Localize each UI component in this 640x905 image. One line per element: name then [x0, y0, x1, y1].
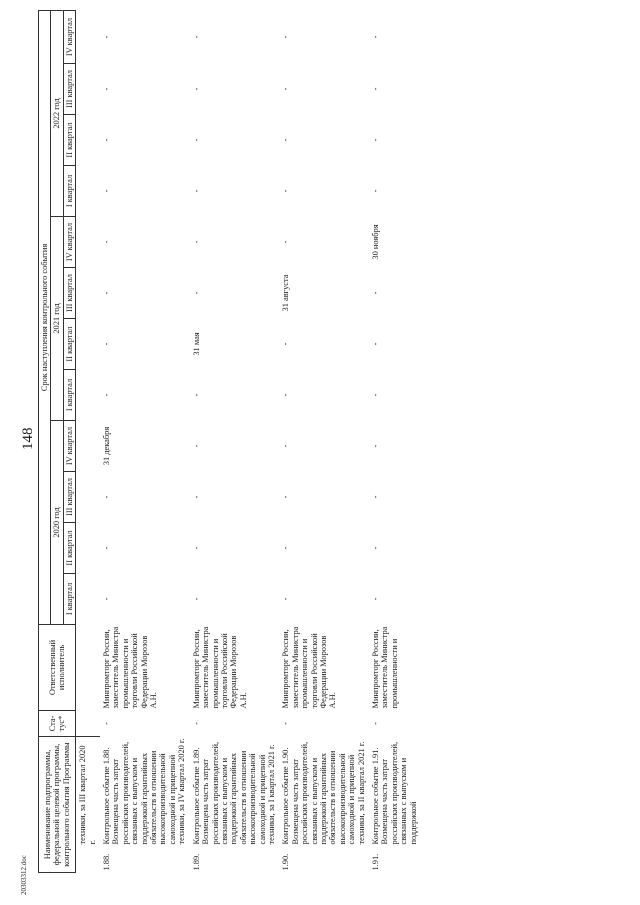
deadline-cell: - [281, 546, 291, 550]
deadline-cell: - [281, 138, 291, 142]
deadline-cell: - [371, 291, 380, 295]
deadline-cell: - [281, 240, 291, 244]
deadline-cell: - [102, 342, 112, 346]
deadline-cell: 30 ноября [371, 224, 380, 260]
header-quarter: IV квартал [63, 217, 75, 268]
responsible-cell: Минпромторг России, заместитель Министра промышленности и торговли Российской Федерации Морозов А.Н. [102, 626, 159, 709]
header-quarter: III квартал [63, 472, 75, 523]
row-number: 1.89. [191, 853, 201, 871]
deadline-cell: - [102, 87, 112, 91]
deadline-cell: - [371, 342, 380, 346]
header-responsible-column: Ответственный исполнитель [39, 625, 76, 711]
header-quarter: IV квартал [63, 11, 75, 64]
deadline-cell: - [191, 35, 201, 39]
header-quarter: I квартал [63, 370, 75, 421]
header-quarter: IV квартал [63, 421, 75, 472]
page-number: 148 [20, 427, 36, 450]
header-quarter: III квартал [63, 64, 75, 115]
row-number: 1.90. [281, 853, 291, 871]
deadline-cell: - [102, 291, 112, 295]
deadline-cell: - [281, 87, 291, 91]
event-name: Контрольное событие 1.89. Возмещена часть затрат российских производителей, связанных с выпуском и поддержкой гарантийных обязательств в отношении высокопроизводительной самоходной и прицепной техники, за I квартал 2021 г. [191, 741, 276, 845]
schedule-table [38, 10, 421, 873]
status-cell: - [102, 722, 112, 725]
deadline-cell: - [371, 393, 380, 397]
header-year-2021: 2021 год [51, 217, 63, 421]
continuation-row [76, 11, 100, 873]
deadline-cell: - [102, 189, 112, 193]
deadline-cell: - [191, 393, 201, 397]
status-cell: - [371, 722, 380, 725]
event-name: Контрольное событие 1.91. Возмещена часть затрат российских производителей, связанных с выпуском и поддержкой [371, 741, 418, 845]
deadline-cell: - [102, 495, 112, 499]
deadline-cell: - [281, 597, 291, 601]
header-quarter: II квартал [63, 523, 75, 574]
responsible-cell: Минпромторг России, заместитель Министра промышленности и [371, 626, 399, 709]
deadline-cell: - [371, 189, 380, 193]
deadline-cell: - [191, 495, 201, 499]
deadline-cell: - [191, 291, 201, 295]
header-status-column: Ста-тус* [39, 711, 76, 737]
deadline-cell: - [191, 138, 201, 142]
row-number: 1.88. [102, 853, 112, 871]
table-row [100, 11, 190, 873]
deadline-cell: - [281, 444, 291, 448]
header-quarter: III квартал [63, 268, 75, 319]
deadline-cell: - [191, 597, 201, 601]
header-name-column: Наименование подпрограммы, федеральной целевой программы, контрольного события Программы [39, 737, 76, 873]
responsible-cell: Минпромторг России, заместитель Министра промышленности и торговли Российской Федерации Морозов А.Н. [191, 626, 248, 709]
deadline-cell: - [371, 597, 380, 601]
deadline-cell: - [371, 444, 380, 448]
deadline-cell: - [102, 138, 112, 142]
table-row [369, 11, 421, 873]
deadline-cell: - [102, 393, 112, 397]
header-quarter: I квартал [63, 166, 75, 217]
deadline-cell: - [281, 189, 291, 193]
event-name: Контрольное событие 1.88. Возмещена часть затрат российских производителей, связанных с выпуском и поддержкой гарантийных обязательств в отношении высокопроизводительной самоходной и прицепной техники, за IV квартал 2020 г. [102, 738, 187, 845]
deadline-cell: 31 августа [281, 274, 291, 312]
table-row [279, 11, 369, 873]
header-year-2022: 2022 год [51, 11, 63, 217]
deadline-cell: - [102, 597, 112, 601]
deadline-cell: - [281, 393, 291, 397]
deadline-cell: - [191, 87, 201, 91]
row-number: 1.91. [371, 853, 380, 871]
header-quarter: II квартал [63, 115, 75, 166]
header-deadline-group: Срок наступления контрольного события [39, 11, 51, 625]
table-header [39, 11, 76, 873]
header-year-2020: 2020 год [51, 421, 63, 625]
deadline-cell: - [371, 35, 380, 39]
header-quarter: I квартал [63, 574, 75, 625]
deadline-cell: - [191, 546, 201, 550]
deadline-cell: - [102, 35, 112, 39]
deadline-cell: 31 декабря [102, 426, 112, 466]
status-cell: - [191, 722, 201, 725]
header-quarter: II квартал [63, 319, 75, 370]
deadline-cell: - [371, 87, 380, 91]
responsible-cell: Минпромторг России, заместитель Министра промышленности и торговли Российской Федерации Морозов А.Н. [281, 626, 338, 709]
deadline-cell: - [371, 138, 380, 142]
continuation-text: техники, за III квартал 2020 г. [78, 745, 97, 845]
deadline-cell: - [191, 240, 201, 244]
deadline-cell: - [102, 546, 112, 550]
deadline-cell: - [371, 546, 380, 550]
deadline-cell: - [281, 342, 291, 346]
table-body [76, 11, 421, 873]
document-code: 20303312.doc [20, 855, 28, 895]
event-name: Контрольное событие 1.90. Возмещена часть затрат российских производителей, связанных с выпуском и поддержкой гарантийных обязательств в отношении высокопроизводительной самоходной и прицепной техники, за II квартал 2021 г. [281, 741, 366, 845]
deadline-cell: - [102, 240, 112, 244]
deadline-cell: - [191, 189, 201, 193]
deadline-cell: - [191, 444, 201, 448]
table-row [190, 11, 280, 873]
deadline-cell: - [281, 35, 291, 39]
status-cell: - [281, 722, 291, 725]
deadline-cell: - [371, 495, 380, 499]
deadline-cell: - [281, 495, 291, 499]
deadline-cell: 31 мая [191, 332, 201, 356]
